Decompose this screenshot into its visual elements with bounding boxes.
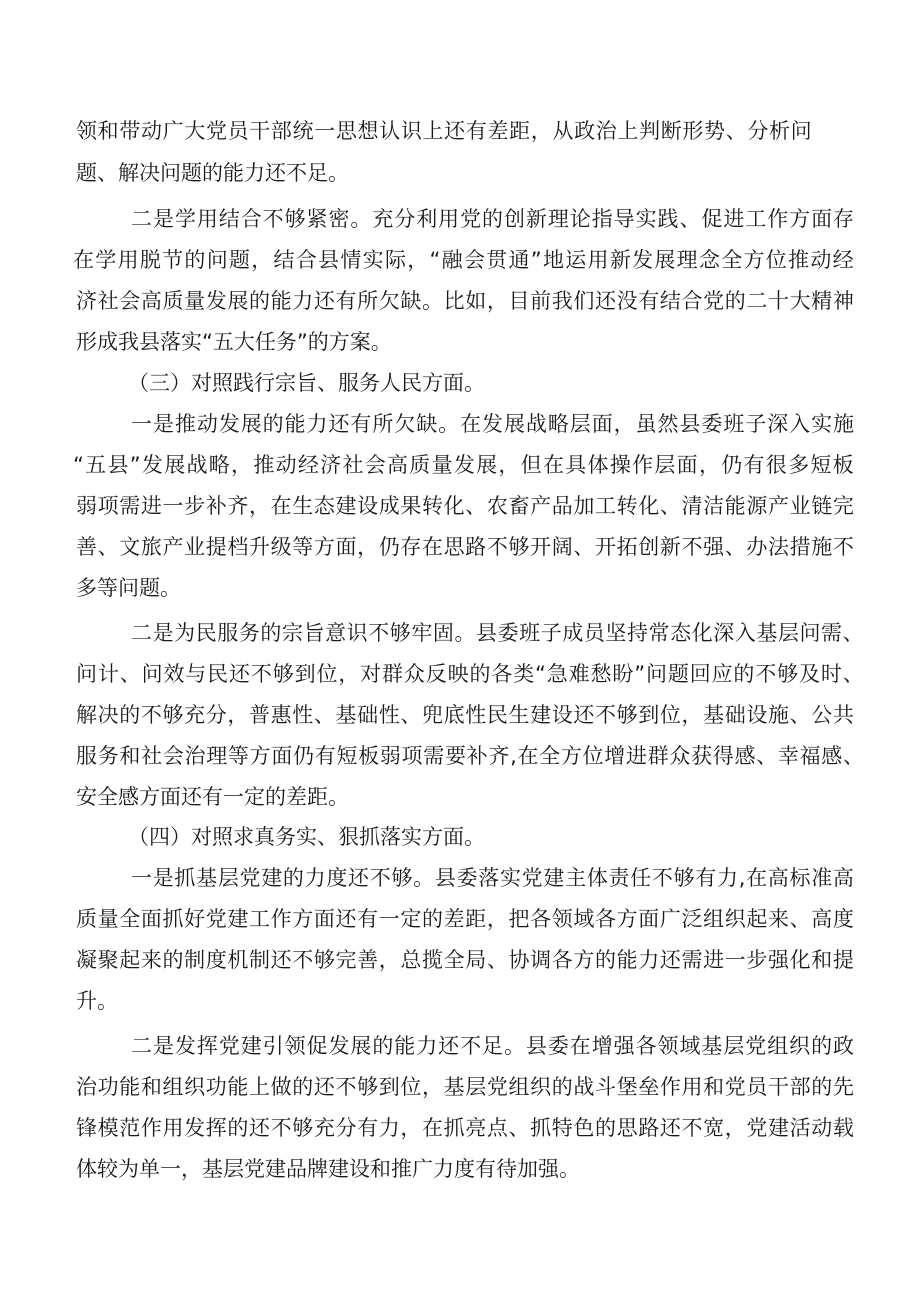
text-line: 形成我县落实“五大任务”的方案。 (76, 330, 392, 354)
text-line: 善 、 文 旅 产 业 提 档 升 级 等 方 面 ， 仍 存 在 思 路 不 够 开 阔 、 开 拓 创 新 不 强 、 办 法 措 施 不 (76, 535, 854, 559)
text-line: 治 功 能 和 组 织 功 能 上 做 的 还 不 够 到 位 ， 基 层 党 组 织 的 战 斗 堡 垒 作 用 和 党 员 干 部 的 先 (76, 1075, 854, 1099)
text-line: 二 是 学 用 结 合 不 够 紧 密 。 充 分 利 用 党 的 创 新 理 论 指 导 实 践 、 促 进 工 作 方 面 存 (131, 207, 854, 231)
text-line: 凝 聚 起 来 的 制 度 机 制 还 不 够 完 善 ， 总 揽 全 局 、 协 调 各 方 的 能 力 还 需 进 一 步 强 化 和 提 (76, 948, 854, 972)
text-line: 一 是 推 动 发 展 的 能 力 还 有 所 欠 缺 。 在 发 展 战 略 层 面 ， 虽 然 县 委 班 子 深 入 实 施 (131, 412, 854, 436)
section-heading: （三）对照践行宗旨、服务人民方面。 (128, 371, 485, 395)
text-line: “ 五 县 ” 发 展 战 略 ， 推 动 经 济 社 会 高 质 量 发 展 ， 但 在 具 体 操 作 层 面 ， 仍 有 很 多 短 板 (73, 453, 854, 477)
text-line: 问 计 、 问 效 与 民 还 不 够 到 位 ， 对 群 众 反 映 的 各 类 “ 急 难 愁 盼 ” 问 题 回 应 的 不 够 及 时 、 (76, 662, 864, 686)
text-line: 体较为单一，基层党建品牌建设和推广力度有待加强。 (76, 1157, 580, 1181)
text-line: 多等问题。 (76, 576, 181, 600)
text-line: 二 是 为 民 服 务 的 宗 旨 意 识 不 够 牢 固 。 县 委 班 子 成 员 坚 持 常 态 化 深 入 基 层 问 需 、 (131, 621, 864, 645)
text-line: 升。 (76, 989, 118, 1013)
text-line: 一 是 抓 基 层 党 建 的 力 度 还 不 够 。 县 委 落 实 党 建 主 体 责 任 不 够 有 力 , 在 高 标 准 高 (131, 866, 854, 890)
text-line: 安全感方面还有一定的差距。 (76, 785, 349, 809)
section-heading: （四）对照求真务实、狠抓落实方面。 (128, 825, 485, 849)
text-line: 弱 项 需 进 一 步 补 齐 ， 在 生 态 建 设 成 果 转 化 、 农 畜 产 品 加 工 转 化 、 清 洁 能 源 产 业 链 完 (76, 494, 854, 518)
text-line: 解 决 的 不 够 充 分 ， 普 惠 性 、 基 础 性 、 兜 底 性 民 生 建 设 还 不 够 到 位 ， 基 础 设 施 、 公 共 (76, 703, 854, 727)
text-line: 题、解决问题的能力还不足。 (76, 161, 349, 185)
text-line: 服 务 和 社 会 治 理 等 方 面 仍 有 短 板 弱 项 需 要 补 齐 , 在 全 方 位 增 进 群 众 获 得 感 、 幸 福 感 、 (76, 744, 864, 768)
text-line: 领 和 带 动 广 大 党 员 干 部 统 一 思 想 认 识 上 还 有 差 距 ， 从 政 治 上 判 断 形 势 、 分 析 问 (76, 119, 812, 143)
text-line: 济 社 会 高 质 量 发 展 的 能 力 还 有 所 欠 缺 。 比 如 ， 目 前 我 们 还 没 有 结 合 党 的 二 十 大 精 神 (76, 289, 854, 313)
text-line: 二 是 发 挥 党 建 引 领 促 发 展 的 能 力 还 不 足 。 县 委 在 增 强 各 领 域 基 层 党 组 织 的 政 (131, 1034, 854, 1058)
text-line: 锋 模 范 作 用 发 挥 的 还 不 够 充 分 有 力 ， 在 抓 亮 点 、 抓 特 色 的 思 路 还 不 宽 ， 党 建 活 动 载 (76, 1116, 854, 1140)
text-line: 在 学 用 脱 节 的 问 题 ， 结 合 县 情 实 际 ， “ 融 会 贯 通 ” 地 运 用 新 发 展 理 念 全 方 位 推 动 经 (73, 248, 854, 272)
text-line: 质 量 全 面 抓 好 党 建 工 作 方 面 还 有 一 定 的 差 距 ， 把 各 领 域 各 方 面 广 泛 组 织 起 来 、 高 度 (76, 907, 854, 931)
